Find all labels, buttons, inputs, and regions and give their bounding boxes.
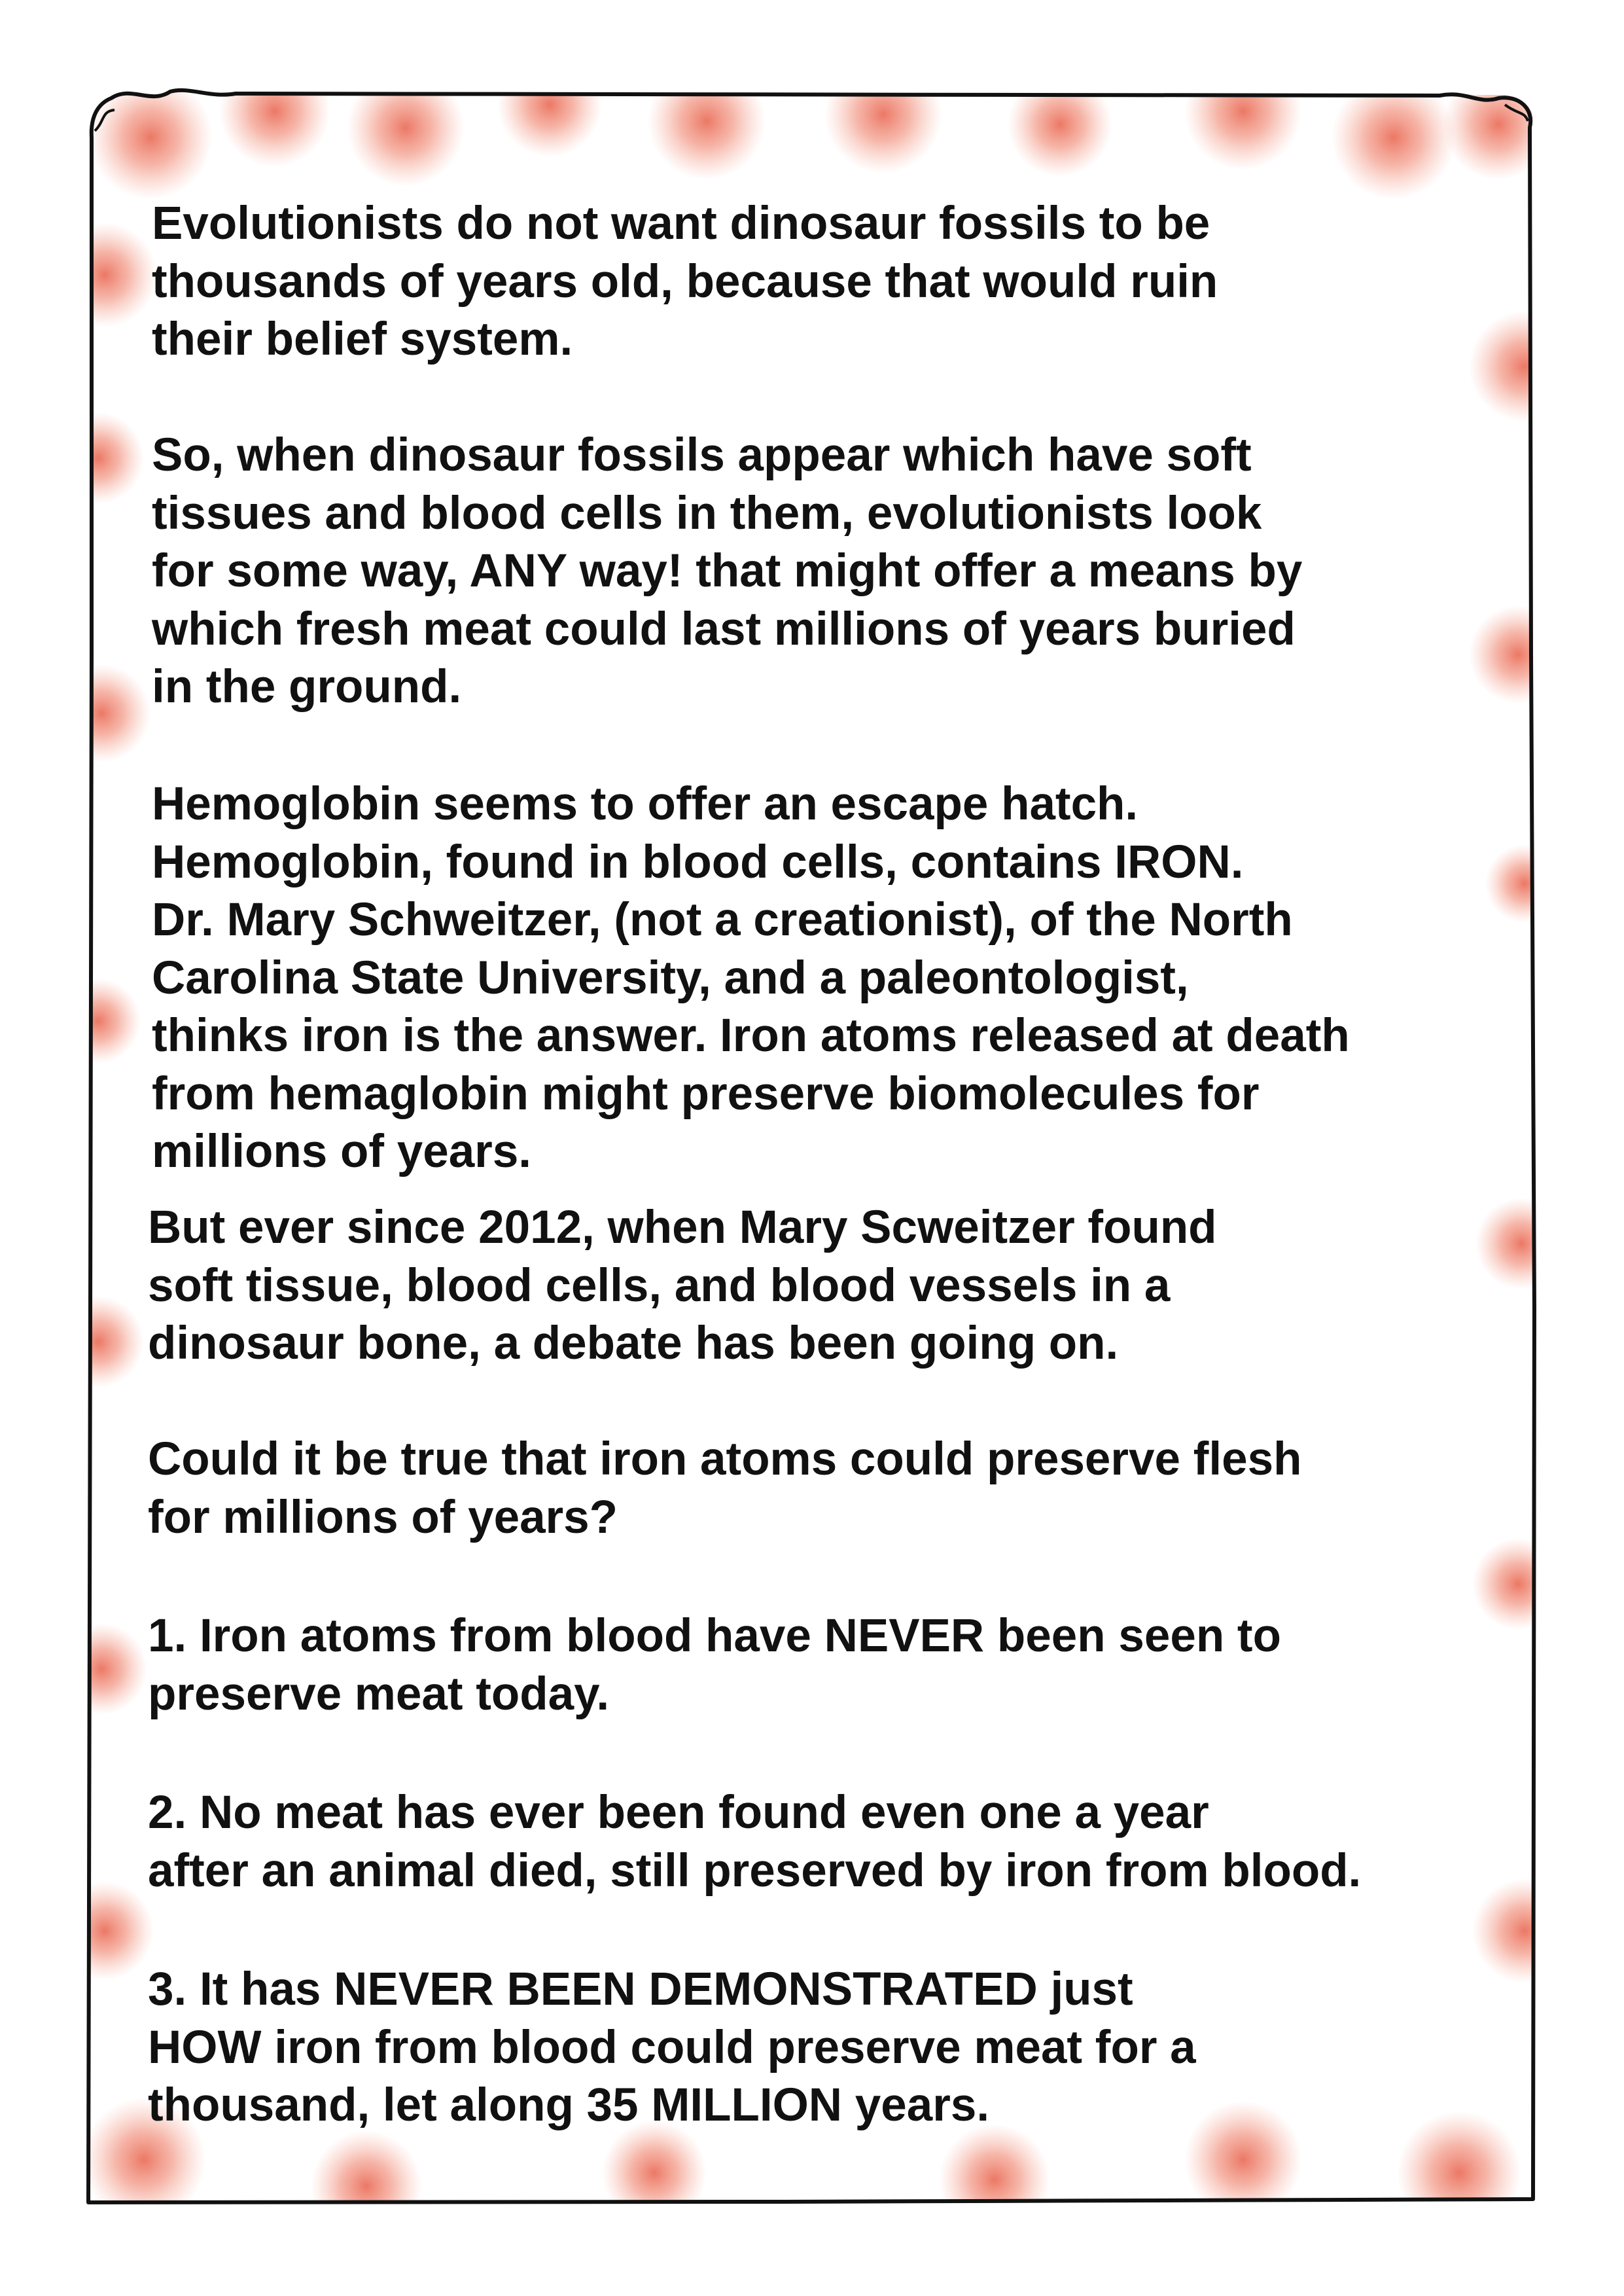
list-item-3: 3. It has NEVER BEEN DEMONSTRATED just HOW iron from blood could preserve meat for a thousand, let along 35 MILLION years. <box>148 1964 1196 2131</box>
list-item-1: 1. Iron atoms from blood have NEVER been seen to preserve meat today. <box>148 1610 1281 1720</box>
list-item-2: 2. No meat has ever been found even one a year after an animal died, still preserved by iron from blood. <box>148 1787 1362 1897</box>
paragraph-debate: But ever since 2012, when Mary Scweitzer found soft tissue, blood cells, and blood vessels in a dinosaur bone, a debate has been going on. <box>148 1202 1217 1369</box>
paragraph-soft-tissue: So, when dinosaur fossils appear which have soft tissues and blood cells in them, evolutionists look for some way, ANY way! that might offer a means by which fresh meat could last millions of years buried in the ground. <box>152 429 1303 713</box>
paragraph-intro: Evolutionists do not want dinosaur fossils to be thousands of years old, because that would ruin their belief system. <box>152 198 1218 365</box>
paragraph-question: Could it be true that iron atoms could preserve flesh for millions of years? <box>148 1433 1302 1543</box>
paragraph-hemoglobin: Hemoglobin seems to offer an escape hatch. Hemoglobin, found in blood cells, contains IRON. Dr. Mary Schweitzer, (not a creationist), of the North Carolina State University, and a paleontologist, thinks iron is the answer. Iron atoms released at death from hemaglobin might preserve biomolecules for millions of years. <box>152 778 1350 1177</box>
